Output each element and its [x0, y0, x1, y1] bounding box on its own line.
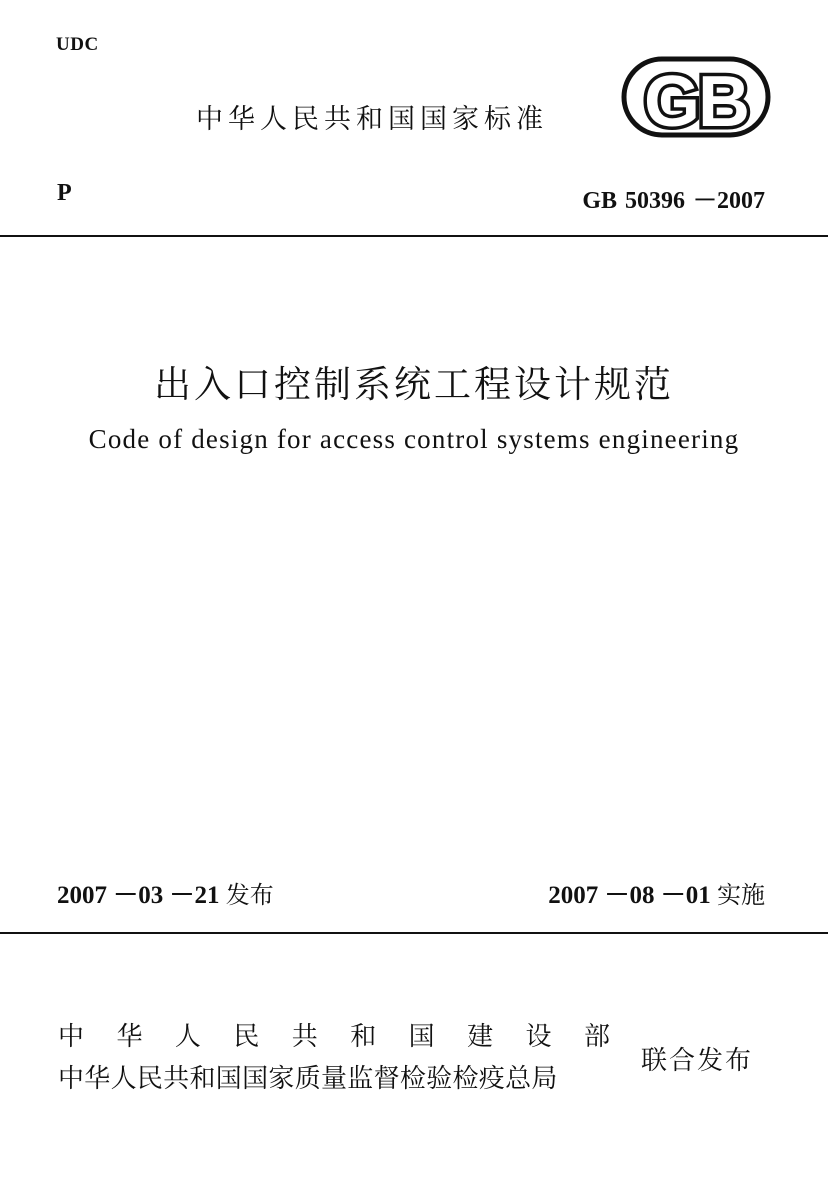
standard-type-title: 中华人民共和国国家标准: [196, 104, 548, 135]
gb-logo-text: GB: [644, 62, 748, 139]
issuer-ministry-char: 人: [174, 1022, 201, 1052]
title-english: Code of design for access control systems engineering: [88, 424, 740, 454]
joint-issue-label: 联合发布: [641, 1046, 754, 1076]
implement-date-line: [548, 875, 765, 911]
issuer-ministry-char: 和: [350, 1022, 377, 1052]
issuer-ministry-char: 国: [408, 1022, 435, 1052]
issuer-ministry-char: 设: [525, 1022, 552, 1052]
implement-date: 2007 －08 －01: [548, 882, 717, 909]
issuer-bureau: 中华人民共和国国家质量监督检验检疫总局: [58, 1064, 558, 1094]
title-chinese: 出入口控制系统工程设计规范: [154, 363, 674, 406]
gb-logo: [620, 55, 772, 139]
top-divider: [0, 235, 828, 237]
category-code: P: [57, 180, 72, 206]
issuer-ministry: [58, 1016, 610, 1053]
udc-label: UDC: [56, 34, 99, 55]
issuer-ministry-char: 部: [583, 1022, 610, 1052]
issuer-ministry-char: 华: [116, 1022, 143, 1052]
issuer-ministry-char: 共: [291, 1022, 318, 1052]
issuer-ministry-char: 中: [58, 1022, 85, 1052]
issue-date: 2007 －03 －21: [57, 882, 226, 909]
issue-label: 发布: [225, 881, 274, 909]
bottom-divider: [0, 932, 828, 934]
issue-date-line: [57, 875, 274, 911]
issuer-ministry-char: 建: [467, 1022, 494, 1052]
issuer-ministry-char: 民: [233, 1022, 260, 1052]
standard-number: GB 50396 －2007: [582, 188, 765, 214]
implement-label: 实施: [717, 881, 765, 909]
